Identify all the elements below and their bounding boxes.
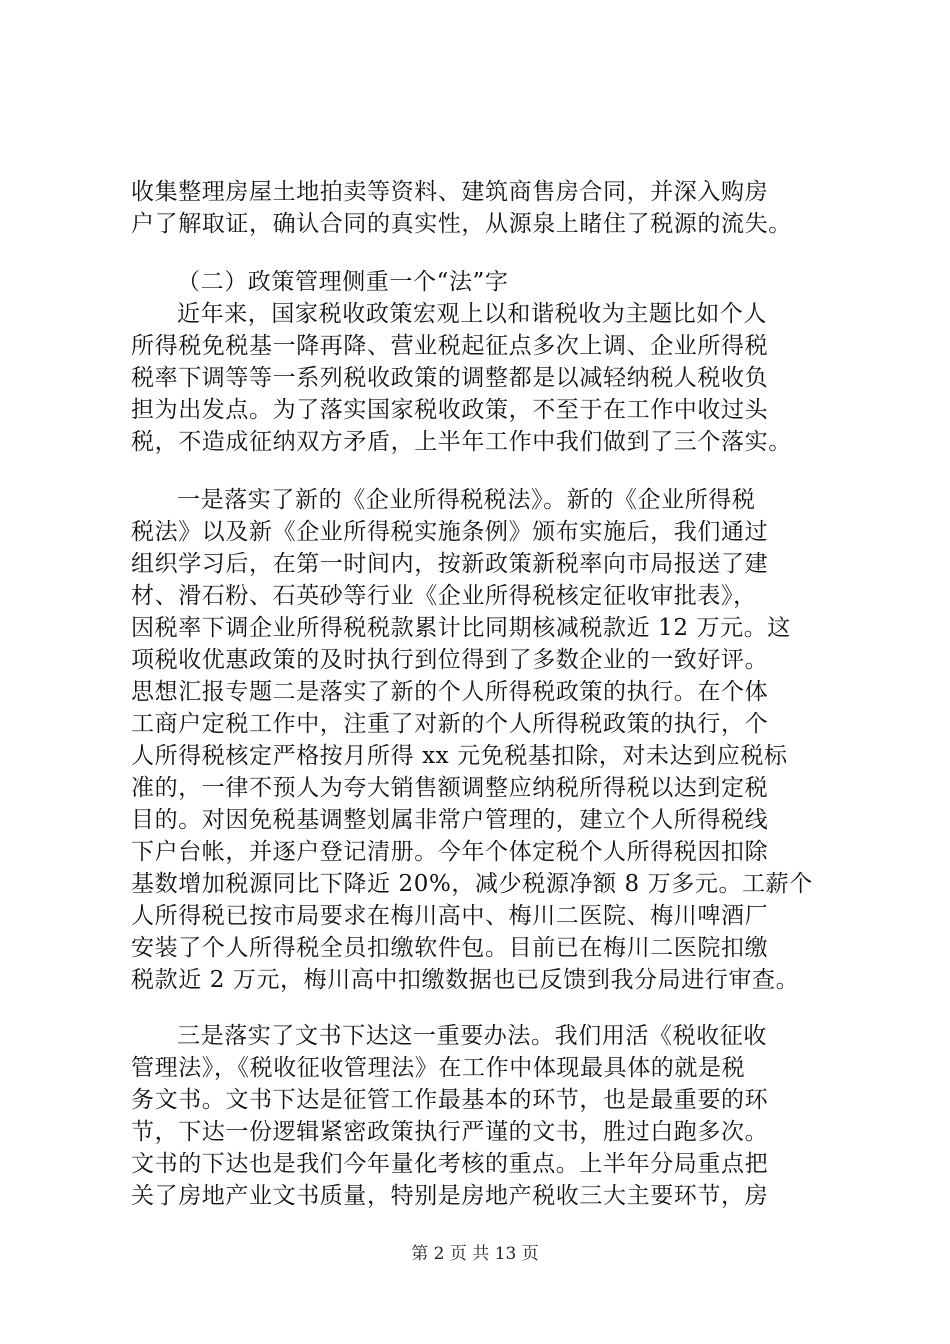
paragraph-line: 收集整理房屋土地拍卖等资料、建筑商售房合同，并深入购房: [131, 179, 769, 205]
paragraph-line: 一是落实了新的《企业所得税税法》。新的《企业所得税: [177, 487, 756, 513]
paragraph-line: 项税收优惠政策的及时执行到位得到了多数企业的一致好评。: [131, 647, 769, 673]
paragraph-line: 税率下调等等一系列税收政策的调整都是以减轻纳税人税收负: [131, 365, 769, 391]
paragraph-line: 担为出发点。为了落实国家税收政策，不至于在工作中收过头: [131, 397, 769, 423]
paragraph-line: 基数增加税源同比下降近 20%，减少税源净额 8 万多元。工薪个: [131, 871, 813, 897]
paragraph-line: 思想汇报专题二是落实了新的个人所得税政策的执行。在个体: [131, 679, 769, 705]
paragraph-line: 安装了个人所得税全员扣缴软件包。目前已在梅川二医院扣缴: [131, 935, 769, 961]
paragraph-line: 户了解取证，确认合同的真实性，从源泉上睹住了税源的流失。: [131, 211, 792, 237]
page-number-footer: 第 2 页 共 13 页: [411, 1244, 539, 1264]
paragraph-line: 管理法》，《税收征收管理法》在工作中体现最具体的就是税: [131, 1055, 746, 1081]
paragraph-line: 关了房地产业文书质量，特别是房地产税收三大主要环节，房: [131, 1183, 769, 1209]
paragraph-line: 工商户定税工作中，注重了对新的个人所得税政策的执行，个: [131, 711, 769, 737]
paragraph-line: 人所得税已按市局要求在梅川高中、梅川二医院、梅川啤酒厂: [131, 903, 769, 929]
paragraph-line: 近年来，国家税收政策宏观上以和谐税收为主题比如个人: [177, 301, 767, 327]
paragraph-line: 三是落实了文书下达这一重要办法。我们用活《税收征收: [177, 1023, 767, 1049]
paragraph-line: 人所得税核定严格按月所得 xx 元免税基扣除，对未达到应税标: [131, 743, 788, 769]
paragraph-line: 文书的下达也是我们今年量化考核的重点。上半年分局重点把: [131, 1151, 769, 1177]
paragraph-line: 目的。对因免税基调整划属非常户管理的，建立个人所得税线: [131, 807, 769, 833]
paragraph-line: 因税率下调企业所得税税款累计比同期核减税款近 12 万元。这: [131, 615, 791, 641]
paragraph-line: 材、滑石粉、石英砂等行业《企业所得税核定征收审批表》，: [131, 583, 757, 609]
paragraph-line: 税款近 2 万元，梅川高中扣缴数据也已反馈到我分局进行审查。: [131, 967, 800, 993]
paragraph-line: 务文书。文书下达是征管工作最基本的环节，也是最重要的环: [131, 1087, 769, 1113]
paragraph-line: 下户台帐，并逐户登记清册。今年个体定税个人所得税因扣除: [131, 839, 769, 865]
paragraph-line: 税，不造成征纳双方矛盾，上半年工作中我们做到了三个落实。: [131, 429, 792, 455]
section-heading: （二）政策管理侧重一个“法”字: [177, 269, 509, 295]
paragraph-line: 准的，一律不预人为夸大销售额调整应纳税所得税以达到定税: [131, 775, 769, 801]
paragraph-line: 所得税免税基一降再降、营业税起征点多次上调、企业所得税: [131, 333, 769, 359]
paragraph-line: 税法》以及新《企业所得税实施条例》颁布实施后，我们通过: [131, 519, 769, 545]
paragraph-line: 节，下达一份逻辑紧密政策执行严谨的文书，胜过白跑多次。: [131, 1119, 769, 1145]
paragraph-line: 组织学习后，在第一时间内，按新政策新税率向市局报送了建: [131, 551, 769, 577]
